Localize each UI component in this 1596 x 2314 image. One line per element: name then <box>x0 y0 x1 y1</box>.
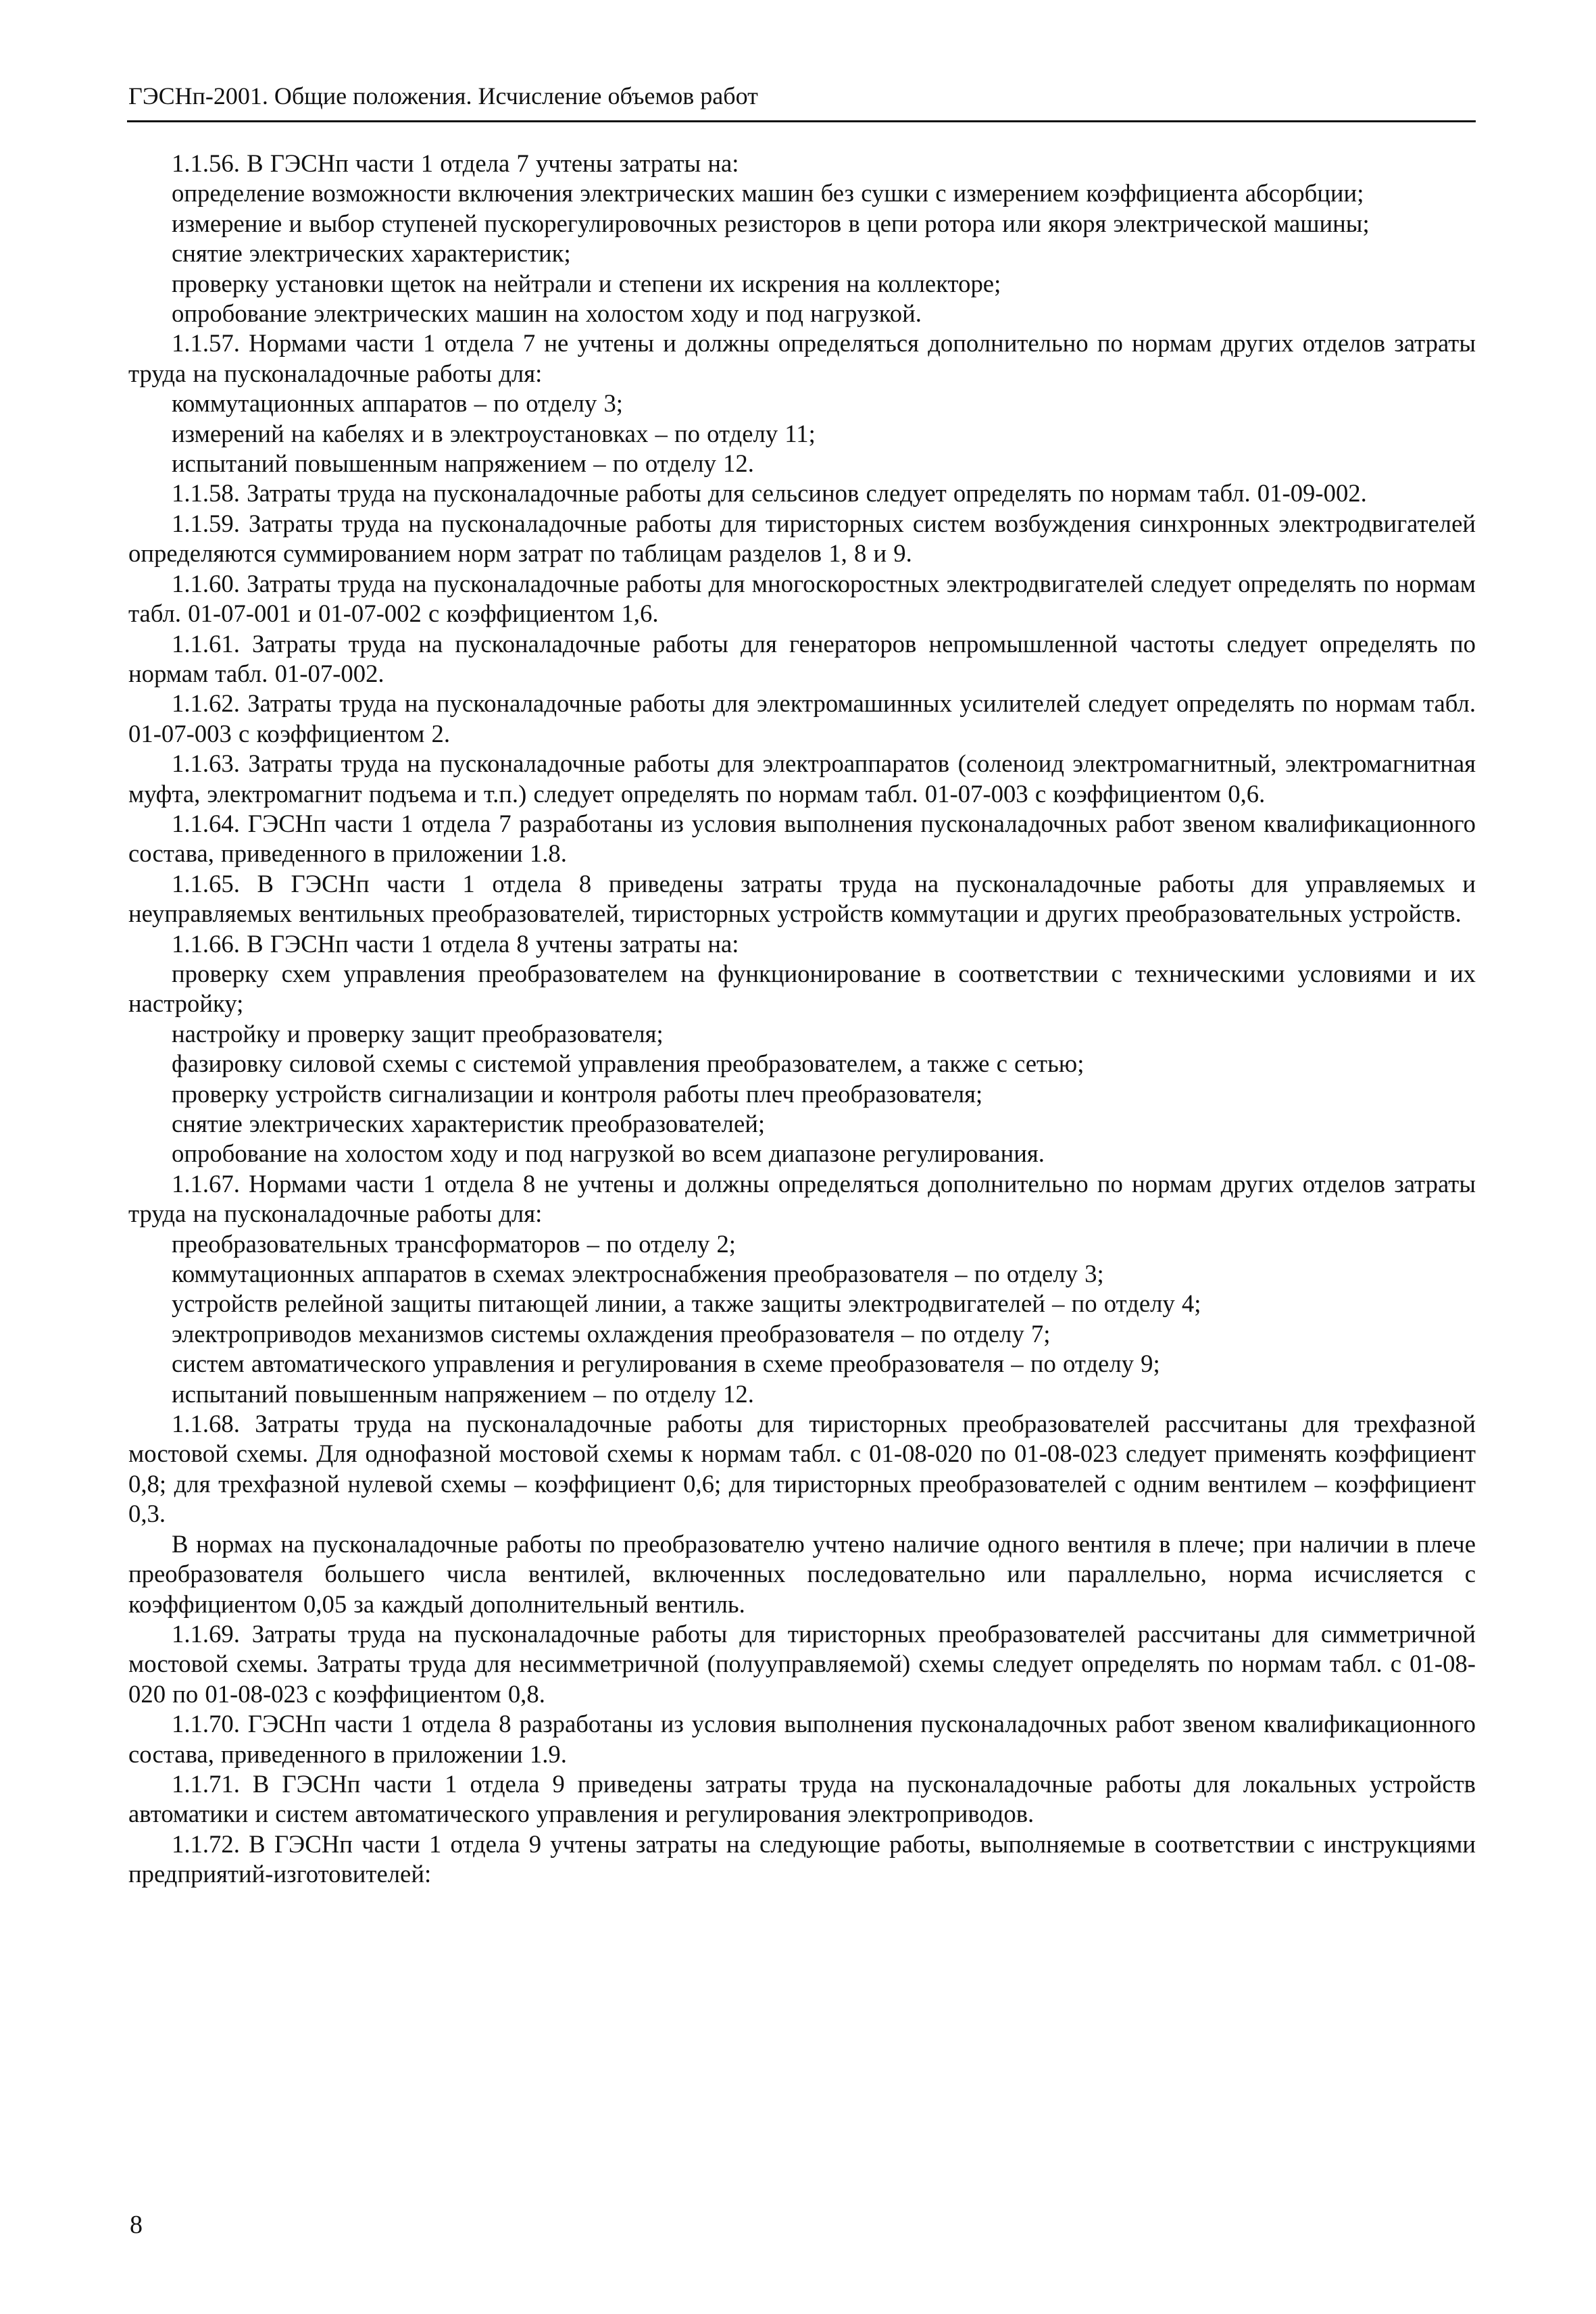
paragraph: 1.1.65. В ГЭСНп части 1 отдела 8 приведены затраты труда на пусконаладочные работы для управляемых и неуправляемых вентильных преобразователей, тиристорных устройств коммутации и других преобразовательных устройств. <box>128 869 1476 928</box>
paragraph: опробование электрических машин на холостом ходу и под нагрузкой. <box>172 299 922 328</box>
paragraph: преобразовательных трансформаторов – по отделу 2; <box>172 1229 736 1258</box>
paragraph: снятие электрических характеристик преобразователей; <box>172 1110 766 1137</box>
running-header: ГЭСНп-2001. Общие положения. Исчисление объемов работ <box>128 82 758 109</box>
paragraph: измерений на кабелях и в электроустановках – по отделу 11; <box>172 419 816 447</box>
paragraph: 1.1.66. В ГЭСНп части 1 отдела 8 учтены затраты на: <box>172 929 739 958</box>
paragraph: 1.1.72. В ГЭСНп части 1 отдела 9 учтены затраты на следующие работы, выполняемые в соответствии с инструкциями предприятий-изготовителей: <box>128 1829 1476 1888</box>
paragraph: 1.1.58. Затраты труда на пусконаладочные работы для сельсинов следует определять по нормам табл. 01-09-002. <box>172 479 1367 508</box>
paragraph: испытаний повышенным напряжением – по отделу 12. <box>172 449 754 478</box>
paragraph: 1.1.67. Нормами части 1 отдела 8 не учтены и должны определяться дополнительно по нормам других отделов затраты труда на пусконаладочные работы для: <box>128 1169 1476 1228</box>
paragraph: 1.1.61. Затраты труда на пусконаладочные работы для генераторов непромышленной частоты следует определять по нормам табл. 01-07-002. <box>128 629 1476 687</box>
paragraph: 1.1.71. В ГЭСНп части 1 отдела 9 приведены затраты труда на пусконаладочные работы для локальных устройств автоматики и систем автоматического управления и регулирования электроприводов. <box>128 1769 1476 1828</box>
paragraph: проверку установки щеток на нейтрали и степени их искрения на коллекторе; <box>172 269 1001 297</box>
paragraph: 1.1.68. Затраты труда на пусконаладочные работы для тиристорных преобразователей рассчитаны для трехфазной мостовой схемы. Для однофазной мостовой схемы к нормам табл. с 01-08-020 по 01-08-023 следует применять коэффициент 0,8; для трехфазной нулевой схемы – коэффициент 0,6; для тиристорных преобразователей с одним вентилем – коэффициент 0,3. <box>128 1410 1476 1528</box>
paragraph: систем автоматического управления и регулирования в схеме преобразователя – по отделу 9; <box>172 1350 1160 1378</box>
paragraph: 1.1.59. Затраты труда на пусконаладочные работы для тиристорных систем возбуждения синхронных электродвигателей определяются суммированием норм затрат по таблицам разделов 1, 8 и 9. <box>128 509 1476 568</box>
paragraph: коммутационных аппаратов в схемах электроснабжения преобразователя – по отделу 3; <box>172 1260 1104 1288</box>
paragraph: 1.1.63. Затраты труда на пусконаладочные работы для электроаппаратов (соленоид электромагнитный, электромагнитная муфта, электромагнит подъема и т.п.) следует определять по нормам табл. 01-07-003 с коэффициентом 0,6. <box>128 749 1476 808</box>
paragraph: 1.1.70. ГЭСНп части 1 отдела 8 разработаны из условия выполнения пусконаладочных работ звеном квалификационного состава, приведенного в приложении 1.9. <box>128 1710 1476 1768</box>
paragraph: В нормах на пусконаладочные работы по преобразователю учтено наличие одного вентиля в плече; при наличии в плече преобразователя большего числа вентилей, включенных последовательно или параллельно, норма исчисляется с коэффициентом 0,05 за каждый дополнительный вентиль. <box>128 1529 1476 1618</box>
paragraph: коммутационных аппаратов – по отделу 3; <box>172 389 623 418</box>
paragraph: 1.1.60. Затраты труда на пусконаладочные работы для многоскоростных электродвигателей следует определять по нормам табл. 01-07-001 и 01-07-002 с коэффициентом 1,6. <box>128 569 1476 628</box>
paragraph: 1.1.69. Затраты труда на пусконаладочные работы для тиристорных преобразователей рассчитаны для симметричной мостовой схемы. Затраты труда для несимметричной (полууправляемой) схемы следует определять по нормам табл. с 01-08-020 по 01-08-023 с коэффициентом 0,8. <box>128 1619 1476 1708</box>
paragraph: 1.1.62. Затраты труда на пусконаладочные работы для электромашинных усилителей следует определять по нормам табл. 01-07-003 с коэффициентом 2. <box>128 689 1476 747</box>
paragraph: 1.1.64. ГЭСНп части 1 отдела 7 разработаны из условия выполнения пусконаладочных работ звеном квалификационного состава, приведенного в приложении 1.8. <box>128 809 1476 868</box>
paragraph: снятие электрических характеристик; <box>172 239 571 268</box>
header-rule <box>127 120 1476 122</box>
paragraph: испытаний повышенным напряжением – по отделу 12. <box>172 1379 754 1408</box>
paragraph: 1.1.56. В ГЭСНп части 1 отдела 7 учтены затраты на: <box>172 149 739 177</box>
paragraph: устройств релейной защиты питающей линии, а также защиты электродвигателей – по отделу 4; <box>172 1289 1201 1318</box>
paragraph: 1.1.57. Нормами части 1 отдела 7 не учтены и должны определяться дополнительно по нормам других отделов затраты труда на пусконаладочные работы для: <box>128 329 1476 387</box>
page-number: 8 <box>130 2211 143 2239</box>
body-text <box>128 149 1476 1890</box>
paragraph: проверку устройств сигнализации и контроля работы плеч преобразователя; <box>172 1079 983 1108</box>
paragraph: опробование на холостом ходу и под нагрузкой во всем диапазоне регулирования. <box>172 1139 1045 1168</box>
paragraph: электроприводов механизмов системы охлаждения преобразователя – по отделу 7; <box>172 1319 1051 1348</box>
paragraph: фазировку силовой схемы с системой управления преобразователем, а также с сетью; <box>172 1050 1084 1078</box>
paragraph: настройку и проверку защит преобразователя; <box>172 1019 664 1048</box>
paragraph: определение возможности включения электрических машин без сушки с измерением коэффициента абсорбции; <box>172 179 1364 207</box>
paragraph: измерение и выбор ступеней пускорегулировочных резисторов в цепи ротора или якоря электрической машины; <box>172 209 1370 237</box>
paragraph: проверку схем управления преобразователем на функционирование в соответствии с техническими условиями и их настройку; <box>128 959 1476 1018</box>
